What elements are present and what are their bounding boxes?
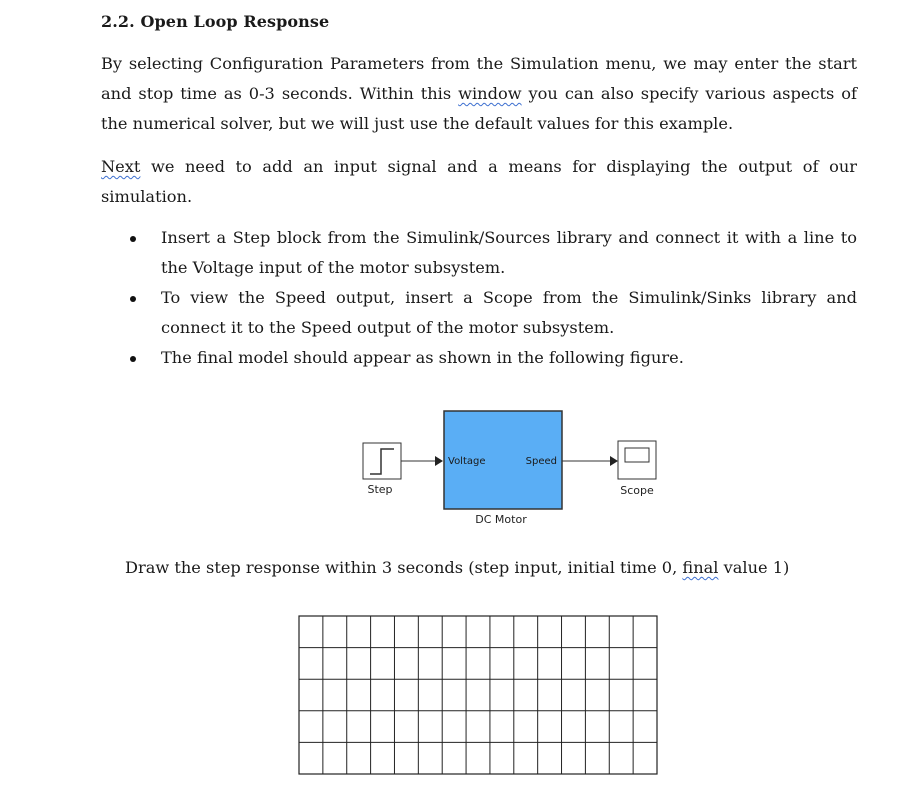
spellcheck-marked-word: final <box>682 558 719 577</box>
bullet-icon <box>130 296 136 302</box>
step-label: Step <box>367 483 393 496</box>
list-item-text: To view the Speed output, insert a Scope from the Simulink/Sinks library and connect it to the Speed output of the motor subsystem. <box>161 288 857 337</box>
motor-label: DC Motor <box>475 513 527 526</box>
answer-grid <box>298 615 658 775</box>
paragraph-text: we need to add an input signal and a means for displaying the output of our simulation. <box>101 157 857 206</box>
simulink-model-diagram <box>340 400 680 540</box>
dc-motor-subsystem <box>444 411 562 526</box>
motor-output-port-label: Speed <box>525 456 557 467</box>
bullet-icon <box>130 236 136 242</box>
task-text: value 1) <box>718 558 790 577</box>
section-number: 2.2. <box>101 12 135 31</box>
paragraph-next-steps <box>101 152 857 212</box>
arrowhead-icon <box>610 456 618 466</box>
arrowhead-icon <box>435 456 443 466</box>
spellcheck-marked-word: window <box>458 84 522 103</box>
grid-border <box>299 616 657 774</box>
list-item <box>130 223 857 283</box>
motor-input-port-label: Voltage <box>448 456 486 467</box>
section-heading <box>101 12 329 31</box>
task-instruction <box>125 553 789 583</box>
spellcheck-marked-word: Next <box>101 157 141 176</box>
scope-block <box>618 441 656 497</box>
list-item-text: Insert a Step block from the Simulink/Sources library and connect it with a line to the Voltage input of the motor subsystem. <box>161 228 857 277</box>
instruction-list <box>130 223 857 373</box>
scope-screen-icon <box>625 448 649 462</box>
paragraph-configuration <box>101 49 857 139</box>
scope-label: Scope <box>620 484 654 497</box>
paragraph-text: you can also specify various aspects of the numerical solver, but we will just use the default values for this example. <box>101 84 858 133</box>
list-item <box>130 283 857 343</box>
task-text: Draw the step response within 3 seconds (step input, initial time 0, <box>125 558 683 577</box>
list-item-text: The final model should appear as shown in the following figure. <box>161 348 684 367</box>
bullet-icon <box>130 356 136 362</box>
signal-line-motor-to-scope <box>562 456 618 466</box>
step-block <box>363 443 401 496</box>
list-item <box>130 343 857 373</box>
section-title: Open Loop Response <box>140 12 330 31</box>
signal-line-step-to-motor <box>401 456 443 466</box>
paragraph-text: By selecting Configuration Parameters from the Simulation menu, we may enter the start and stop time as 0-3 seconds. Within this <box>101 54 857 103</box>
